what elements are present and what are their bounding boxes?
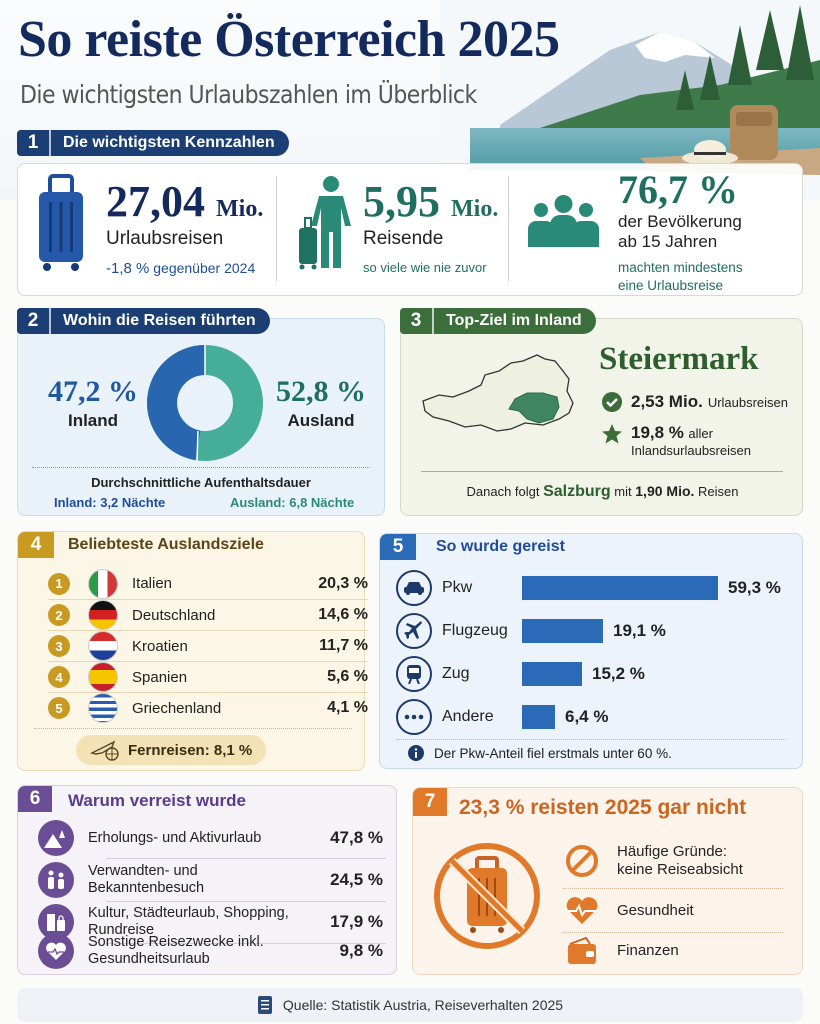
non-travelers-card bbox=[412, 787, 803, 975]
divider bbox=[32, 467, 370, 468]
info-icon bbox=[408, 745, 424, 761]
divider bbox=[106, 901, 386, 902]
kpi-trips bbox=[36, 164, 276, 295]
source-footer bbox=[17, 988, 803, 1022]
flag-germany-icon bbox=[88, 600, 118, 630]
group-icon bbox=[526, 192, 601, 247]
section-4-title: Beliebteste Auslandsziele bbox=[68, 536, 264, 553]
kpi-travelers-value: 5,95 Mio. bbox=[363, 177, 499, 226]
divider bbox=[563, 932, 783, 933]
transport-bar bbox=[522, 576, 718, 600]
key-figures-card bbox=[17, 163, 803, 296]
wallet-icon bbox=[566, 936, 598, 966]
transport-mode-card bbox=[379, 533, 803, 769]
transport-note: Der Pkw-Anteil fiel erstmals unter 60 %. bbox=[408, 745, 672, 761]
section-4-number: 4 bbox=[18, 532, 54, 558]
page-subtitle: Die wichtigsten Urlaubszahlen im Überblick bbox=[20, 80, 477, 109]
transport-row: Flugzeug 19,1 % bbox=[396, 612, 666, 650]
mountain-icon bbox=[44, 828, 68, 848]
transport-row: Andere 6,4 % bbox=[396, 698, 608, 736]
source-text: Quelle: Statistik Austria, Reiseverhalten 2025 bbox=[282, 997, 564, 1013]
section-5-number: 5 bbox=[380, 534, 416, 560]
divider bbox=[421, 471, 783, 472]
transport-bar bbox=[522, 662, 582, 686]
star-icon bbox=[601, 423, 623, 445]
destination-row: 5 Griechenland 4,1 % bbox=[48, 692, 368, 723]
document-icon bbox=[257, 995, 273, 1015]
plane-icon bbox=[404, 621, 424, 641]
destination-row: 4 Spanien 5,6 % bbox=[48, 661, 368, 692]
section-7-number: 7 bbox=[413, 788, 447, 816]
divider bbox=[34, 728, 352, 729]
divider bbox=[396, 739, 786, 740]
car-icon bbox=[403, 580, 425, 596]
flag-croatia-icon bbox=[88, 631, 118, 661]
heart-pulse-icon bbox=[45, 941, 67, 961]
transport-row: Zug 15,2 % bbox=[396, 655, 645, 693]
more-icon bbox=[404, 714, 424, 720]
check-circle-icon bbox=[601, 391, 623, 413]
flag-spain-icon bbox=[88, 662, 118, 692]
travel-purpose-card bbox=[17, 785, 397, 975]
top-region-trips: 2,53 Mio. Urlaubsreisen bbox=[601, 391, 788, 413]
top-domestic-card bbox=[400, 318, 803, 516]
divider bbox=[508, 176, 509, 281]
kpi-trips-change: -1,8 % gegenüber 2024 bbox=[106, 260, 256, 277]
city-shopping-icon bbox=[45, 912, 67, 932]
kpi-trips-value: 27,04 Mio. bbox=[106, 177, 264, 226]
long-haul-badge: Fernreisen: 8,1 % bbox=[76, 735, 266, 765]
destination-row: 1 Italien 20,3 % bbox=[48, 568, 368, 599]
reason-row: Häufige Gründe: keine Reiseabsicht bbox=[563, 843, 783, 879]
kpi-trips-label: Urlaubsreisen bbox=[106, 228, 224, 249]
section-7-title: 23,3 % reisten 2025 gar nicht bbox=[459, 796, 747, 819]
suitcase-icon bbox=[36, 174, 86, 274]
section-3-header: 3 Top-Ziel im Inland bbox=[400, 308, 596, 334]
purpose-row: Erholungs- und Aktivurlaub 47,8 % bbox=[38, 820, 383, 856]
traveler-icon bbox=[293, 174, 355, 274]
destination-split-card bbox=[17, 318, 385, 516]
transport-bar bbox=[522, 619, 603, 643]
inland-share: 47,2 % Inland bbox=[48, 375, 138, 430]
section-6-number: 6 bbox=[18, 786, 52, 812]
runner-up-text: Danach folgt Salzburg mit 1,90 Mio. Reisen bbox=[466, 483, 739, 500]
transport-row: Pkw 59,3 % bbox=[396, 569, 781, 607]
top-region-share: 19,8 % aller Inlandsurlaubsreisen bbox=[601, 423, 751, 459]
purpose-row: Verwandten- und Bekanntenbesuch 24,5 % bbox=[38, 862, 383, 898]
top-region-name: Steiermark bbox=[599, 341, 759, 377]
ausland-share: 52,8 % Ausland bbox=[276, 375, 366, 430]
section-1-header: 1 Die wichtigsten Kennzahlen bbox=[17, 130, 289, 156]
kpi-population-label: der Bevölkerung ab 15 Jahren bbox=[618, 212, 742, 251]
kpi-travelers-label: Reisende bbox=[363, 228, 444, 249]
page-title: So reiste Österreich 2025 bbox=[18, 11, 560, 68]
heart-pulse-icon bbox=[565, 896, 599, 926]
divider bbox=[276, 176, 277, 281]
divider bbox=[106, 858, 386, 859]
flag-italy-icon bbox=[88, 569, 118, 599]
stay-ausland: Ausland: 6,8 Nächte bbox=[230, 495, 355, 510]
train-icon bbox=[405, 664, 423, 684]
kpi-travelers bbox=[293, 164, 508, 295]
destination-row: 2 Deutschland 14,6 % bbox=[48, 599, 368, 630]
no-travel-suitcase-icon bbox=[431, 840, 543, 952]
divider bbox=[563, 888, 783, 889]
transport-bar bbox=[522, 705, 555, 729]
destination-row: 3 Kroatien 11,7 % bbox=[48, 630, 368, 661]
prohibited-icon bbox=[565, 844, 599, 878]
stay-duration-title: Durchschnittliche Aufenthaltsdauer bbox=[91, 475, 311, 490]
reason-row: Gesundheit bbox=[563, 896, 783, 926]
kpi-population-note: machten mindestens eine Urlaubsreise bbox=[618, 260, 743, 293]
section-6-title: Warum verreist wurde bbox=[68, 791, 246, 810]
family-icon bbox=[45, 870, 67, 890]
purpose-row: Sonstige Reisezwecke inkl. Gesundheitsurlaub 9,8 % bbox=[38, 936, 383, 966]
plane-globe-icon bbox=[90, 739, 120, 761]
kpi-population-share bbox=[526, 164, 796, 295]
section-2-header: 2 Wohin die Reisen führten bbox=[17, 308, 270, 334]
kpi-population-value: 76,7 % bbox=[618, 167, 738, 212]
section-5-title: So wurde gereist bbox=[436, 538, 565, 555]
austria-map bbox=[419, 351, 589, 441]
purpose-row: Kultur, Städteurlaub, Shopping, Rundreise 17,9 % bbox=[38, 904, 383, 940]
stay-inland: Inland: 3,2 Nächte bbox=[54, 495, 166, 510]
reason-row: Finanzen bbox=[563, 936, 783, 966]
destination-donut-chart bbox=[147, 345, 263, 461]
top-foreign-destinations-card bbox=[17, 531, 368, 771]
flag-greece-icon bbox=[88, 693, 118, 723]
kpi-travelers-note: so viele wie nie zuvor bbox=[363, 260, 487, 275]
